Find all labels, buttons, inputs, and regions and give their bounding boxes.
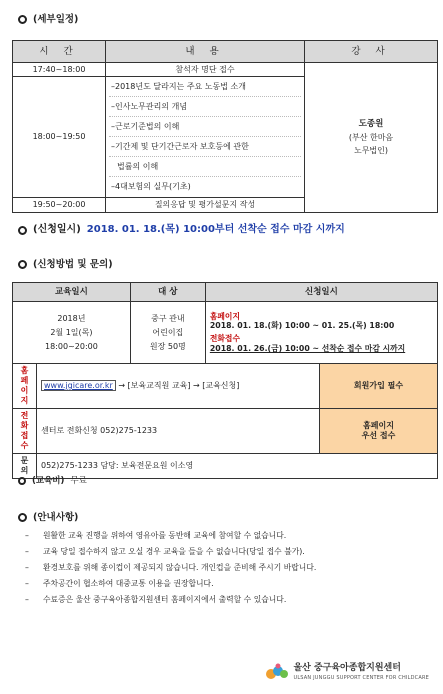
schedule-time: 17:40~18:00 bbox=[13, 63, 106, 77]
row-phone-label: 전화접수 bbox=[13, 409, 37, 454]
target-cell: 중구 관내 어린이집 원장 50명 bbox=[130, 302, 205, 364]
circle-bullet-icon bbox=[18, 15, 27, 24]
schedule-content: 질의응답 및 평가설문지 작성 bbox=[106, 198, 305, 213]
notes-section-title: (안내사항) bbox=[18, 512, 78, 524]
schedule-item: – 근로기준법의 이해 bbox=[109, 117, 301, 137]
schedule-time: 19:50~20:00 bbox=[13, 198, 106, 213]
phone-label: 전화접수 bbox=[209, 334, 240, 343]
center-logo-icon bbox=[265, 662, 289, 682]
schedule-content-list bbox=[106, 77, 305, 198]
notes-list bbox=[25, 531, 430, 611]
circle-bullet-icon bbox=[18, 513, 27, 522]
schedule-table bbox=[12, 40, 438, 213]
homepage-period: 2018. 01. 18.(화) 10:00 ~ 01. 25.(목) 18:00 bbox=[209, 321, 395, 331]
phone-period: 2018. 01. 26.(금) 10:00 ~ 선착순 접수 마감 시까지 bbox=[209, 343, 406, 353]
row-contact-label: 문의 bbox=[13, 454, 37, 479]
signup-required-note: 회원가입 필수 bbox=[320, 364, 438, 409]
apply-header-target: 대 상 bbox=[130, 283, 205, 302]
edu-date-cell: 2018년 2월 1일(목) 18:00~20:00 bbox=[13, 302, 131, 364]
schedule-item: – 인사노무관리의 개념 bbox=[109, 97, 301, 117]
note-item: – 주차공간이 협소하여 대중교통 이용을 권장합니다. bbox=[25, 579, 214, 588]
speaker-name: 도종원 bbox=[358, 118, 384, 129]
schedule-section-title: (세부일정) bbox=[18, 14, 78, 26]
schedule-item: 법률의 이해 bbox=[109, 157, 301, 177]
center-logo bbox=[265, 662, 429, 682]
apply-header-date: 교육일시 bbox=[13, 283, 131, 302]
row-phone-text: 센터로 전화신청 052)275-1233 bbox=[37, 409, 320, 454]
row-home-cell bbox=[37, 364, 320, 409]
circle-bullet-icon bbox=[18, 477, 26, 485]
homepage-priority-note: 홈페이지 우선 접수 bbox=[320, 409, 438, 454]
speaker-cell bbox=[305, 63, 438, 213]
note-item: – 수료증은 울산 중구육아종합지원센터 홈페이지에서 출력할 수 있습니다. bbox=[25, 595, 287, 604]
apply-period-cell bbox=[205, 302, 437, 364]
center-name: 울산 중구육아종합지원센터 bbox=[293, 663, 401, 674]
row-home-label: 홈페이지 bbox=[13, 364, 37, 409]
note-item: – 환경보호를 위해 종이컵이 제공되지 않습니다. 개인컵을 준비해 주시기 바랍니다. bbox=[25, 563, 317, 572]
schedule-content: 참석자 명단 접수 bbox=[106, 63, 305, 77]
center-name-en: ULSAN JUNGGU SUPPORT CENTER FOR CHILDCARE bbox=[293, 674, 429, 681]
schedule-item: – 기간제 및 단기간근로자 보호등에 관한 bbox=[109, 137, 301, 157]
homepage-path: → [보육교직원 교육] → [교육신청] bbox=[118, 381, 240, 390]
row-contact-text: 052)275-1233 담당: 보육전문요원 이소영 bbox=[37, 454, 438, 479]
speaker-org: 노무법인) bbox=[353, 146, 389, 156]
homepage-link[interactable]: www.jgicare.or.kr bbox=[41, 380, 116, 391]
apply-date-text: 2018. 01. 18.(목) 10:00부터 선착순 접수 마감 시까지 bbox=[86, 224, 345, 235]
schedule-time: 18:00~19:50 bbox=[13, 77, 106, 198]
schedule-header-time: 시 간 bbox=[13, 41, 106, 63]
note-item: – 원활한 교육 진행을 위하여 영유아를 동반해 교육에 참여할 수 없습니다. bbox=[25, 531, 287, 540]
speaker-org: (부산 한마음 bbox=[348, 133, 394, 143]
fee-section: (교육비) 무료 bbox=[18, 476, 87, 487]
fee-value: 무료 bbox=[70, 476, 87, 486]
circle-bullet-icon bbox=[18, 226, 27, 235]
homepage-label: 홈페이지 bbox=[209, 311, 240, 321]
apply-header-apply: 신청일시 bbox=[205, 283, 437, 302]
schedule-item: – 2018년도 달라지는 주요 노동법 소개 bbox=[109, 77, 301, 97]
circle-bullet-icon bbox=[18, 260, 27, 269]
method-section-title: (신청방법 및 문의) bbox=[18, 259, 113, 271]
schedule-header-content: 내 용 bbox=[106, 41, 305, 63]
note-item: – 교육 당일 접수하지 않고 오실 경우 교육을 들을 수 없습니다(당일 접수 불가). bbox=[25, 547, 305, 556]
schedule-header-speaker: 강 사 bbox=[305, 41, 438, 63]
application-table bbox=[12, 282, 438, 479]
apply-date-section: (신청일시) 2018. 01. 18.(목) 10:00부터 선착순 접수 마감 시까지 bbox=[18, 224, 345, 237]
schedule-item: – 4대보험의 실무(기초) bbox=[111, 182, 191, 191]
